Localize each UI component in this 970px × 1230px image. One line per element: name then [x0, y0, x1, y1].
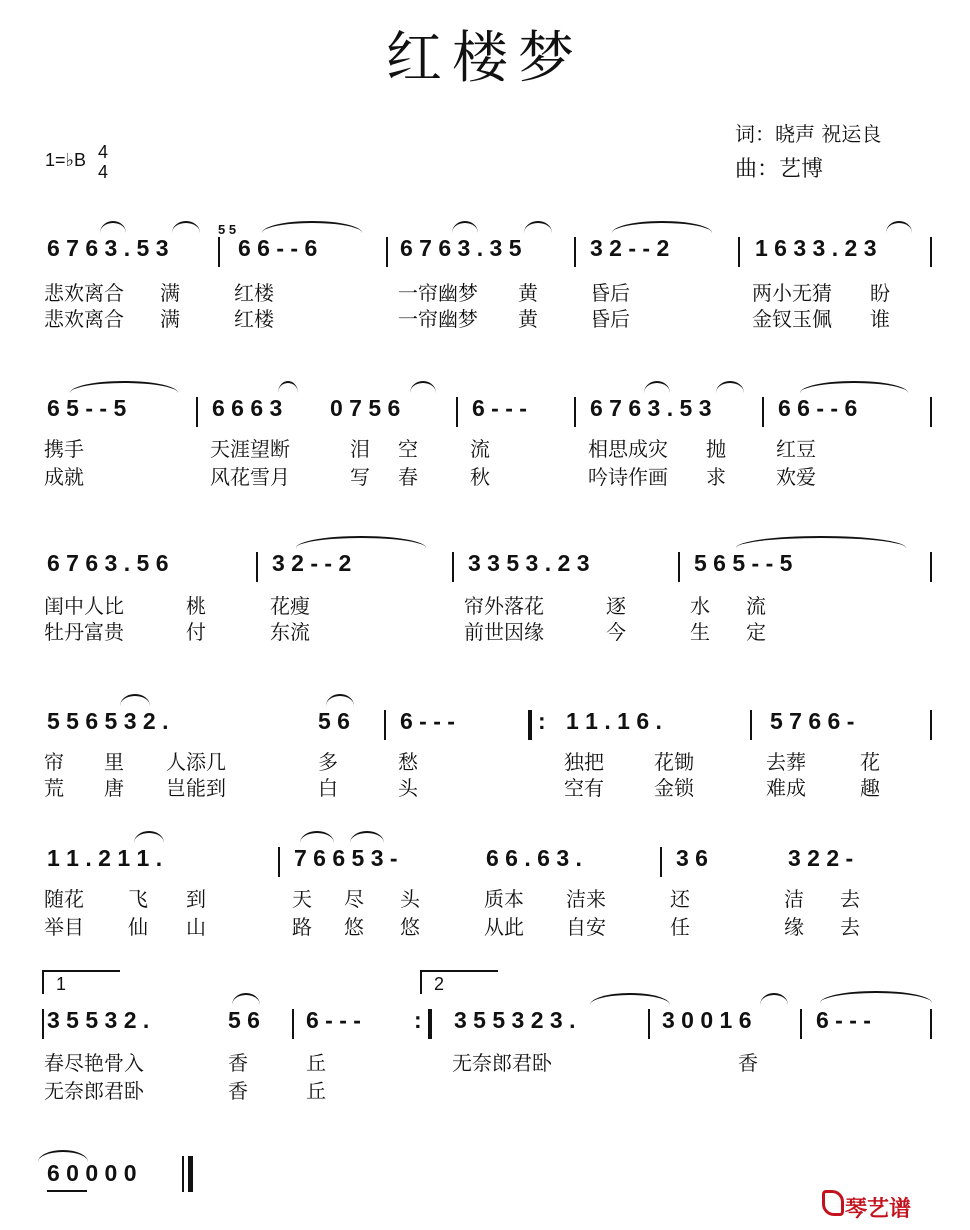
lyrics-verse-1: [0, 590, 970, 616]
note-group: 6 7 6 3 . 5 3: [47, 235, 169, 261]
note-group: 5 6: [318, 708, 350, 734]
barline: [196, 397, 198, 427]
lyric: 洁来: [566, 887, 606, 911]
tie: [612, 221, 712, 233]
note-group: 6 - - -: [306, 1007, 361, 1033]
lyrics-verse-2: [0, 1075, 970, 1101]
lyric: 头: [398, 776, 418, 800]
lyric: 无奈郎君卧: [452, 1051, 552, 1075]
lyric: 黄: [518, 307, 538, 331]
lyric: 多: [318, 750, 338, 774]
lyric: 去: [840, 887, 860, 911]
lyric: 里: [104, 750, 124, 774]
barline: [278, 847, 280, 877]
lyric: 写: [350, 465, 370, 489]
lyric: 谁: [870, 307, 890, 331]
lyric: 秋: [470, 465, 490, 489]
lyric: 空有: [564, 776, 604, 800]
note-group: 3 0 0 1 6: [662, 1007, 752, 1033]
barline: [800, 1009, 802, 1039]
note-group: 3 2 - - 2: [272, 550, 352, 576]
lyric: 丘: [306, 1051, 326, 1075]
lyricist-credit: 词：晓声 祝运良: [735, 122, 882, 146]
slur: [350, 831, 384, 843]
repeat-dots: :: [538, 708, 546, 734]
lyric: 自安: [566, 915, 606, 939]
lyrics-verse-2: [0, 772, 970, 798]
notation-line: [0, 706, 970, 746]
lyric: 白: [318, 776, 338, 800]
note-group: 3 5 5 3 2 3 .: [454, 1007, 576, 1033]
lyric: 唐: [104, 776, 124, 800]
barline: [930, 710, 932, 740]
lyric: 风花雪月: [210, 465, 290, 489]
lyric: 还: [670, 887, 690, 911]
lyric: 一帘幽梦: [398, 281, 478, 305]
lyric: 随花: [44, 887, 84, 911]
lyric: 一帘幽梦: [398, 307, 478, 331]
lyric: 红豆: [776, 437, 816, 461]
volta-number-1: 1: [56, 974, 67, 994]
slur: [120, 694, 150, 706]
lyric: 悠: [400, 915, 420, 939]
slur: [886, 221, 912, 233]
barline: [648, 1009, 650, 1039]
lyric: 黄: [518, 281, 538, 305]
lyric: 愁: [398, 750, 418, 774]
lyric: 满: [160, 281, 180, 305]
note-group: 6 7 6 3 . 5 3: [590, 395, 712, 421]
composer-credit: 曲：艺博: [735, 157, 824, 182]
barline: [292, 1009, 294, 1039]
lyric: 天涯望断: [210, 437, 290, 461]
lyric: 东流: [270, 620, 310, 644]
beam-underline: [47, 1190, 87, 1192]
slur: [326, 694, 354, 706]
lyric: 香: [228, 1079, 248, 1103]
lyric: 桃: [186, 594, 206, 618]
lyric: 昏后: [590, 307, 630, 331]
barline: [256, 552, 258, 582]
note-group: 3 2 2 -: [788, 845, 854, 871]
note-group: 5 5 6 5 3 2 .: [47, 708, 169, 734]
note-group: 6 0 0 0 0: [47, 1160, 137, 1186]
barline: [182, 1156, 184, 1192]
lyric: 水: [690, 594, 710, 618]
lyrics-verse-1: [0, 1047, 970, 1073]
lyric: 尽: [344, 887, 364, 911]
lyric: 金锁: [654, 776, 694, 800]
notation-line: [0, 1005, 970, 1045]
lyric: 前世因缘: [464, 620, 544, 644]
barline: [660, 847, 662, 877]
lyric: 洁: [784, 887, 804, 911]
tie: [590, 993, 670, 1005]
lyric: 缘: [784, 915, 804, 939]
lyric: 悠: [344, 915, 364, 939]
volta-bracket-1: [42, 970, 120, 994]
lyric: 举目: [44, 915, 84, 939]
lyric: 质本: [484, 887, 524, 911]
lyric: 红楼: [234, 307, 274, 331]
lyric: 去: [840, 915, 860, 939]
lyric: 从此: [484, 915, 524, 939]
slur: [644, 381, 670, 393]
lyric: 丘: [306, 1079, 326, 1103]
tie: [70, 381, 178, 393]
lyrics-verse-1: [0, 883, 970, 909]
lyric: 任: [670, 915, 690, 939]
lyric: 独把: [564, 750, 604, 774]
lyric: 去葬: [766, 750, 806, 774]
note-group: 3 5 5 3 2 .: [47, 1007, 150, 1033]
lyric: 金钗玉佩: [752, 307, 832, 331]
lyric: 抛: [706, 437, 726, 461]
lyric: 悲欢离合: [44, 281, 124, 305]
barline: [750, 710, 752, 740]
fermata: [278, 381, 298, 393]
tie: [38, 1150, 88, 1162]
barline: [42, 1009, 44, 1039]
lyric: 趣: [860, 776, 880, 800]
watermark: 琴艺谱: [845, 1197, 912, 1222]
lyric: 逐: [606, 594, 626, 618]
note-group: 0 7 5 6: [330, 395, 401, 421]
note-group: 6 - - -: [472, 395, 527, 421]
lyric: 香: [738, 1051, 758, 1075]
barline: [452, 552, 454, 582]
slur: [100, 221, 126, 233]
note-group: 5 6 5 - - 5: [694, 550, 793, 576]
slur: [524, 221, 552, 233]
note-group: 6 7 6 3 . 3 5: [400, 235, 522, 261]
lyrics-verse-2: [0, 461, 970, 487]
lyric: 昏后: [590, 281, 630, 305]
note-group: 6 6 . 6 3 .: [486, 845, 582, 871]
note-group: 1 1 . 1 6 .: [566, 708, 662, 734]
barline: [930, 237, 932, 267]
note-group: 6 5 - - 5: [47, 395, 127, 421]
note-group: 5 6: [228, 1007, 260, 1033]
notation-line: [0, 548, 970, 588]
lyric: 牡丹富贵: [44, 620, 124, 644]
note-group: 3 2 - - 2: [590, 235, 670, 261]
lyric: 山: [186, 915, 206, 939]
slur: [172, 221, 200, 233]
notation-line: [0, 843, 970, 883]
slur: [300, 831, 334, 843]
lyric: 到: [186, 887, 206, 911]
lyric: 花瘦: [270, 594, 310, 618]
lyric: 红楼: [234, 281, 274, 305]
repeat-start-barline: [528, 710, 532, 740]
lyrics-verse-2: [0, 616, 970, 642]
grace-notes: 5 5: [218, 222, 237, 237]
song-title: 红楼梦: [386, 26, 584, 91]
slur: [452, 221, 478, 233]
lyric: 头: [400, 887, 420, 911]
lyrics-verse-1: [0, 433, 970, 459]
lyric: 难成: [766, 776, 806, 800]
tie: [736, 536, 906, 548]
slur: [134, 831, 164, 843]
barline: [386, 237, 388, 267]
tie: [296, 536, 426, 548]
notation-line: [0, 393, 970, 433]
slur: [232, 993, 260, 1005]
lyric: 泪: [350, 437, 370, 461]
volta-number-2: 2: [434, 974, 445, 994]
lyric: 盼: [870, 281, 890, 305]
lyric: 仙: [128, 915, 148, 939]
volta-bracket-2: [420, 970, 498, 994]
lyrics-verse-2: [0, 303, 970, 329]
final-barline: [188, 1156, 193, 1192]
lyric: 飞: [128, 887, 148, 911]
barline: [930, 552, 932, 582]
lyric: 花锄: [654, 750, 694, 774]
lyric: 天: [292, 887, 312, 911]
lyric: 两小无猜: [752, 281, 832, 305]
lyric: 流: [470, 437, 490, 461]
lyric: 春尽艳骨入: [44, 1051, 144, 1075]
note-group: 7 6 6 5 3 -: [294, 845, 398, 871]
lyric: 悲欢离合: [44, 307, 124, 331]
note-group: 6 - - -: [400, 708, 455, 734]
time-signature: [98, 142, 108, 182]
lyric: 吟诗作画: [588, 465, 668, 489]
lyric: 求: [706, 465, 726, 489]
note-group: 1 1 . 2 1 1 .: [47, 845, 163, 871]
lyric: 闺中人比: [44, 594, 124, 618]
key-signature: 1=♭B: [45, 150, 87, 170]
barline: [762, 397, 764, 427]
tie: [820, 991, 932, 1003]
lyric: 今: [606, 620, 626, 644]
repeat-end-barline: [428, 1009, 432, 1039]
notation-line: [0, 222, 970, 273]
lyric: 香: [228, 1051, 248, 1075]
note-group: 6 - - -: [816, 1007, 871, 1033]
lyric: 春: [398, 465, 418, 489]
lyric: 人添几: [166, 750, 226, 774]
barline: [930, 1009, 932, 1039]
barline: [930, 397, 932, 427]
repeat-dots: :: [414, 1007, 422, 1033]
note-group: 3 6: [676, 845, 708, 871]
slur: [716, 381, 744, 393]
tie: [800, 381, 908, 393]
lyric: 路: [292, 915, 312, 939]
meter-bottom: 4: [98, 162, 109, 182]
note-group: 5 7 6 6 -: [770, 708, 855, 734]
note-group: 6 7 6 3 . 5 6: [47, 550, 169, 576]
meter-top: 4: [98, 142, 109, 162]
note-group: 6 6 6 3: [212, 395, 283, 421]
lyric: 帘外落花: [464, 594, 544, 618]
lyric: 成就: [44, 465, 84, 489]
lyric: 欢爱: [776, 465, 816, 489]
slur: [760, 993, 788, 1005]
lyric: 流: [746, 594, 766, 618]
lyric: 荒: [44, 776, 64, 800]
lyric: 空: [398, 437, 418, 461]
slur: [410, 381, 436, 393]
lyric: 满: [160, 307, 180, 331]
lyric: 携手: [44, 437, 84, 461]
lyric: 无奈郎君卧: [44, 1079, 144, 1103]
barline: [218, 237, 220, 267]
barline: [678, 552, 680, 582]
brand-logo-icon: [822, 1190, 844, 1216]
lyric: 帘: [44, 750, 64, 774]
barline: [738, 237, 740, 267]
barline: [384, 710, 386, 740]
lyric: 相思成灾: [588, 437, 668, 461]
note-group: 1 6 3 3 . 2 3: [755, 235, 877, 261]
note-group: 6 6 - - 6: [238, 235, 318, 261]
lyric: 定: [746, 620, 766, 644]
note-group: 3 3 5 3 . 2 3: [468, 550, 590, 576]
lyrics-verse-1: [0, 277, 970, 303]
lyric: 生: [690, 620, 710, 644]
barline: [574, 237, 576, 267]
lyrics-verse-1: [0, 746, 970, 772]
barline: [456, 397, 458, 427]
lyric: 花: [860, 750, 880, 774]
lyric: 付: [186, 620, 206, 644]
barline: [574, 397, 576, 427]
lyric: 岂能到: [166, 776, 226, 800]
tie: [262, 221, 362, 233]
lyrics-verse-2: [0, 911, 970, 937]
note-group: 6 6 - - 6: [778, 395, 858, 421]
